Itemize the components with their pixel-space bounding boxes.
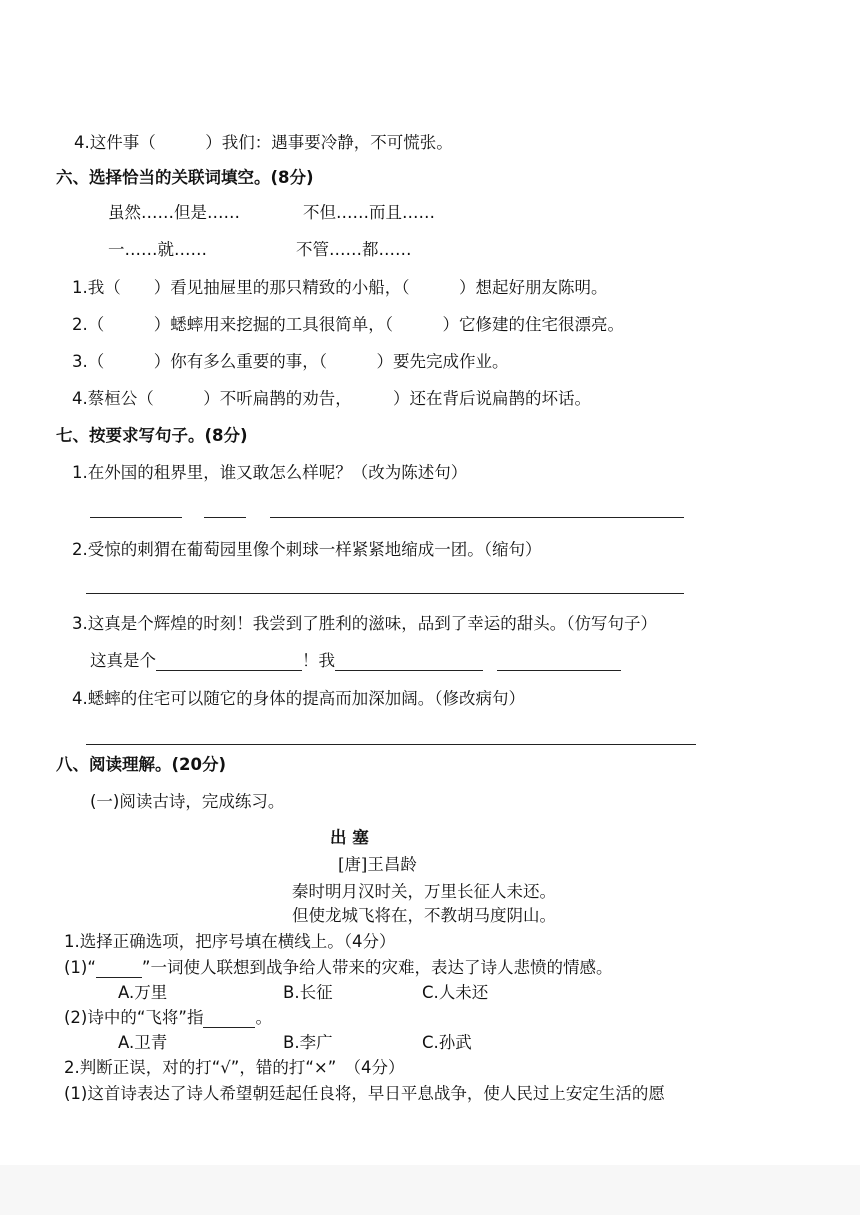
- answer-line: [86, 744, 696, 745]
- section-8-question-1: 1.选择正确选项，把序号填在横线上。（4分）: [64, 932, 396, 951]
- answer-blank: [497, 654, 621, 671]
- q1-1-option-b: B.长征: [283, 983, 333, 1002]
- question-2-1: (1)这首诗表达了诗人希望朝廷起任良将，早日平息战争，使人民过上安定生活的愿: [64, 1084, 665, 1103]
- option-suiran-danshi: 虽然……但是……: [108, 203, 240, 222]
- section-6-item-2: 2.（ ）蟋蟀用来挖掘的工具很简单，（ ）它修建的住宅很漂亮。: [72, 315, 624, 334]
- question-1-1: [64, 958, 612, 978]
- q1-2-option-a: A.卫青: [118, 1033, 168, 1052]
- section-6-item-3: 3.（ ）你有多么重要的事，（ ）要先完成作业。: [72, 352, 509, 371]
- section-8-question-2: 2.判断正误，对的打“√”，错的打“×” （4分）: [64, 1058, 405, 1077]
- q1-1-option-a: A.万里: [118, 983, 168, 1002]
- poem-line-2: 但使龙城飞将在，不教胡马度阴山。: [292, 906, 556, 925]
- answer-line: [204, 517, 246, 518]
- section-7-title: 七、按要求写句子。(8分): [56, 426, 248, 445]
- q1-2-option-c: C.孙武: [422, 1033, 472, 1052]
- q5-item-4: 4.这件事（ ）我们：遇事要冷静，不可慌张。: [74, 133, 453, 152]
- answer-blank: [335, 654, 483, 671]
- page-footer-shade: [0, 1165, 860, 1215]
- section-6-item-4: 4.蔡桓公（ ）不听扁鹊的劝告， ）还在背后说扁鹊的坏话。: [72, 389, 591, 408]
- option-budan-erqie: 不但……而且……: [303, 203, 435, 222]
- section-7-question-1: 1.在外国的租界里，谁又敢怎么样呢？（改为陈述句）: [72, 463, 468, 482]
- section-6-item-1: 1.我（ ）看见抽屉里的那只精致的小船，（ ）想起好朋友陈明。: [72, 278, 608, 297]
- imitation-line: [90, 651, 621, 671]
- section-7-question-2: 2.受惊的刺猬在葡萄园里像个刺球一样紧紧地缩成一团。（缩句）: [72, 540, 542, 559]
- q1-2-prefix: (2)诗中的“飞将”指: [64, 1008, 204, 1027]
- section-7-question-3: 3.这真是个辉煌的时刻！我尝到了胜利的滋味，品到了幸运的甜头。（仿写句子）: [72, 614, 657, 633]
- poem-title: 出 塞: [330, 828, 369, 847]
- option-buguan-dou: 不管……都……: [296, 240, 412, 259]
- answer-blank: [203, 1011, 255, 1028]
- imitation-prefix: 这真是个: [90, 651, 156, 670]
- answer-line: [86, 593, 684, 594]
- section-8-subtitle: (一)阅读古诗，完成练习。: [90, 792, 285, 811]
- poem-author: [唐]王昌龄: [338, 855, 417, 874]
- answer-blank: [156, 654, 302, 671]
- imitation-mid: ！我: [302, 651, 335, 670]
- answer-line: [90, 517, 182, 518]
- q1-1-prefix: (1)“: [64, 958, 96, 977]
- q1-2-suffix: 。: [255, 1008, 272, 1027]
- section-7-question-4: 4.蟋蟀的住宅可以随它的身体的提高而加深加阔。（修改病句）: [72, 689, 525, 708]
- section-8-title: 八、阅读理解。(20分): [56, 755, 227, 774]
- poem-line-1: 秦时明月汉时关，万里长征人未还。: [292, 882, 556, 901]
- question-1-2: [64, 1008, 272, 1028]
- q1-1-suffix: ”一词使人联想到战争给人带来的灾难，表达了诗人悲愤的情感。: [141, 958, 613, 977]
- answer-blank: [96, 961, 142, 978]
- q1-1-option-c: C.人未还: [422, 983, 489, 1002]
- answer-line: [270, 517, 684, 518]
- q1-2-option-b: B.李广: [283, 1033, 333, 1052]
- option-yi-jiu: 一……就……: [108, 240, 207, 259]
- section-6-title: 六、选择恰当的关联词填空。(8分): [56, 168, 314, 187]
